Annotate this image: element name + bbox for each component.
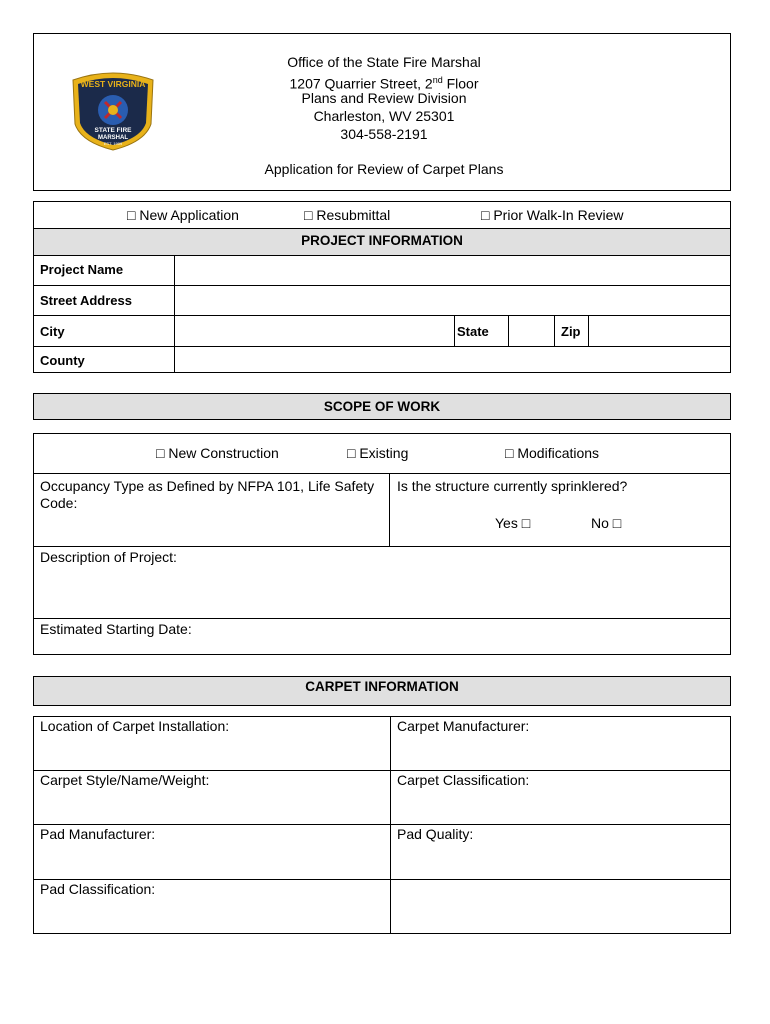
pad-manufacturer-label[interactable]: Pad Manufacturer: [40, 826, 156, 842]
carpet-info-heading: CARPET INFORMATION [305, 679, 459, 694]
existing-checkbox[interactable]: □ Existing [347, 445, 409, 461]
county-label: County [40, 353, 85, 368]
row-divider [34, 473, 730, 474]
street-sup: nd [432, 75, 443, 85]
carpet-style-label[interactable]: Carpet Style/Name/Weight: [40, 772, 210, 788]
row-divider [34, 315, 730, 316]
project-info-heading: PROJECT INFORMATION [301, 233, 463, 248]
zip-label: Zip [561, 324, 581, 339]
row-divider [34, 824, 730, 825]
project-name-input[interactable] [176, 256, 728, 284]
pad-classification-label[interactable]: Pad Classification: [40, 881, 156, 897]
state-fire-marshal-seal-icon [65, 72, 161, 152]
city-input[interactable] [176, 317, 453, 345]
row-divider [34, 770, 730, 771]
project-name-label: Project Name [40, 262, 124, 277]
street-prefix: 1207 Quarrier Street, 2 [289, 75, 433, 92]
office-name: Office of the State Fire Marshal [287, 54, 481, 70]
resubmittal-checkbox[interactable]: □ Resubmittal [304, 207, 391, 223]
city-state-zip: Charleston, WV 25301 [313, 108, 455, 124]
start-date-label[interactable]: Estimated Starting Date: [40, 621, 192, 637]
seal-est: EST. 1909 [103, 141, 123, 146]
carpet-classification-label[interactable]: Carpet Classification: [397, 772, 530, 788]
column-divider [554, 316, 555, 346]
column-divider [588, 316, 589, 346]
street-suffix: Floor [442, 75, 479, 92]
pad-classification-extra-cell[interactable] [392, 881, 728, 931]
form-title: Application for Review of Carpet Plans [264, 161, 504, 177]
county-input[interactable] [176, 348, 728, 371]
column-divider [454, 316, 455, 346]
label-column-divider [174, 255, 175, 372]
carpet-location-label[interactable]: Location of Carpet Installation: [40, 718, 230, 734]
header-box [33, 33, 731, 191]
description-label[interactable]: Description of Project: [40, 549, 177, 565]
street-address-input[interactable] [176, 287, 728, 314]
carpet-manufacturer-label[interactable]: Carpet Manufacturer: [397, 718, 530, 734]
sprinkler-question: Is the structure currently sprinklered? [397, 478, 628, 494]
seal-line2: MARSHAL [98, 135, 128, 141]
new-construction-checkbox[interactable]: □ New Construction [156, 445, 279, 461]
seal-line1: STATE FIRE [94, 127, 132, 134]
column-divider [390, 717, 391, 933]
column-divider [508, 316, 509, 346]
new-application-checkbox[interactable]: □ New Application [127, 207, 239, 223]
column-divider [389, 474, 390, 546]
row-divider [34, 618, 730, 619]
state-label: State [457, 324, 489, 339]
modifications-checkbox[interactable]: □ Modifications [505, 445, 600, 461]
row-divider [34, 346, 730, 347]
pad-quality-label[interactable]: Pad Quality: [397, 826, 474, 842]
row-divider [34, 285, 730, 286]
street-address-label: Street Address [40, 293, 132, 308]
city-label: City [40, 324, 65, 339]
prior-walk-in-review-checkbox[interactable]: □ Prior Walk-In Review [481, 207, 624, 223]
zip-input[interactable] [590, 317, 728, 345]
row-divider [34, 879, 730, 880]
occupancy-type-label[interactable]: Occupancy Type as Defined by NFPA 101, Life Safety Code: [40, 478, 375, 511]
seal-top-text: WEST VIRGINIA [80, 79, 146, 89]
sprinkler-no-checkbox[interactable]: No □ [591, 515, 622, 531]
division-name: Plans and Review Division [301, 90, 467, 106]
row-divider [34, 546, 730, 547]
phone-number: 304-558-2191 [340, 126, 428, 142]
state-input[interactable] [510, 317, 553, 345]
sprinkler-yes-checkbox[interactable]: Yes □ [495, 515, 531, 531]
scope-of-work-heading: SCOPE OF WORK [323, 399, 441, 414]
